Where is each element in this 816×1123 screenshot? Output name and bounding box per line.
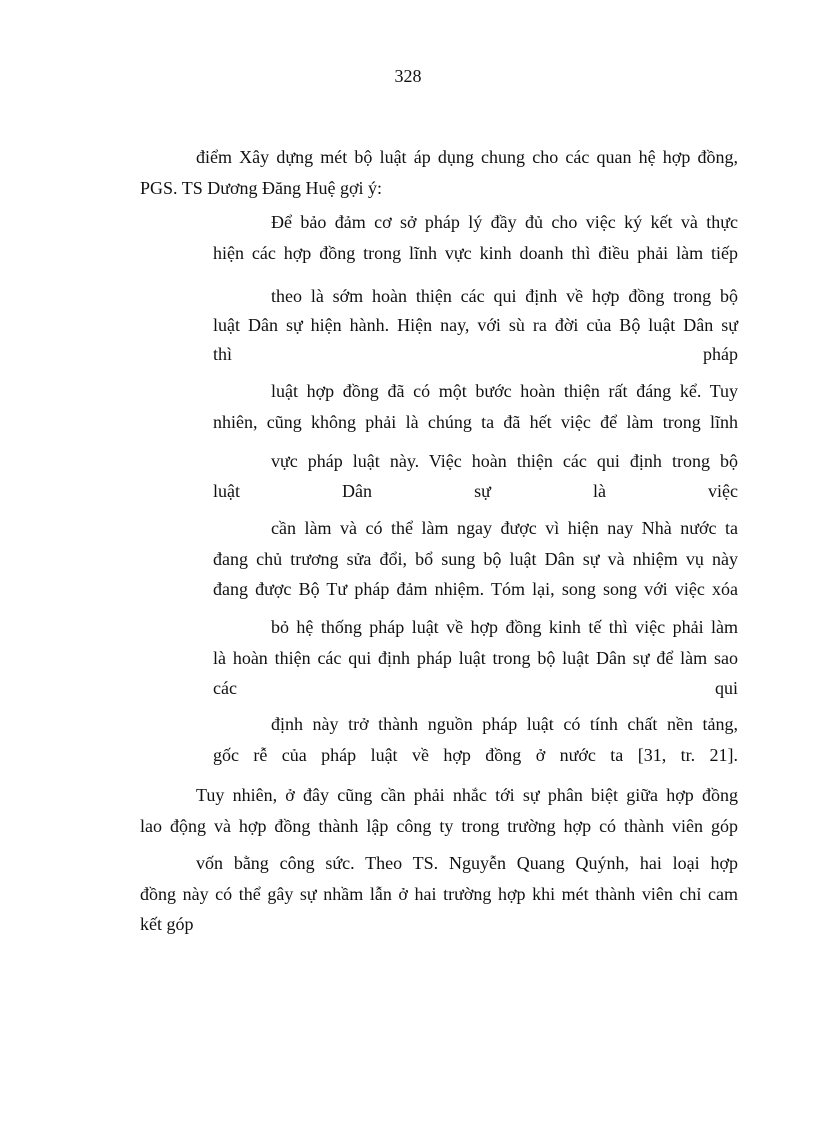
text-line: cần làm và có thể làm ngay được vì hiện nay Nhà nước ta — [271, 518, 738, 538]
text-line: hiện các hợp đồng trong lĩnh vực kinh doanh thì điều phải làm tiếp — [213, 243, 738, 263]
text-line: luật Dân sự hiện hành. Hiện nay, với sù ra đời của Bộ luật Dân sự — [213, 315, 738, 335]
text-line: đang chủ trương sửa đổi, bổ sung bộ luật Dân sự và nhiệm vụ này — [213, 549, 738, 569]
text-line: vực pháp luật này. Việc hoàn thiện các qui định trong bộ — [271, 451, 738, 471]
text-line: theo là sớm hoàn thiện các qui định về hợp đồng trong bộ — [271, 286, 738, 306]
text-line: kết góp — [140, 914, 194, 934]
text-line: gốc rễ của pháp luật về hợp đồng ở nước ta [31, tr. 21]. — [213, 745, 738, 765]
text-line: các qui — [213, 678, 738, 698]
text-line: điểm Xây dựng mét bộ luật áp dụng chung cho các quan hệ hợp đồng, — [196, 147, 738, 167]
text-line: đồng này có thể gây sự nhầm lẫn ở hai trường hợp khi mét thành viên chỉ cam — [140, 884, 738, 904]
text-line: thì pháp — [213, 344, 738, 364]
page-number: 328 — [394, 66, 422, 86]
text-line: luật hợp đồng đã có một bước hoàn thiện rất đáng kể. Tuy — [271, 381, 738, 401]
text-line: nhiên, cũng không phải là chúng ta đã hết việc để làm trong lĩnh — [213, 412, 738, 432]
text-line: PGS. TS Dương Đăng Huệ gợi ý: — [140, 178, 382, 198]
text-line: luật Dân sự là việc — [213, 481, 738, 501]
text-line: lao động và hợp đồng thành lập công ty trong trường hợp có thành viên góp — [140, 816, 738, 836]
text-line: đang được Bộ Tư pháp đảm nhiệm. Tóm lại, song song với việc xóa — [213, 579, 738, 599]
text-line: vốn bằng công sức. Theo TS. Nguyễn Quang Quýnh, hai loại hợp — [196, 853, 738, 873]
text-line: bỏ hệ thống pháp luật về hợp đồng kinh tế thì việc phải làm — [271, 617, 738, 637]
text-line: định này trở thành nguồn pháp luật có tính chất nền tảng, — [271, 714, 738, 734]
text-line: là hoàn thiện các qui định pháp luật trong bộ luật Dân sự để làm sao — [213, 648, 738, 668]
text-line: Để bảo đảm cơ sở pháp lý đầy đủ cho việc ký kết và thực — [271, 212, 738, 232]
text-line: Tuy nhiên, ở đây cũng cần phải nhắc tới sự phân biệt giữa hợp đồng — [196, 785, 738, 805]
